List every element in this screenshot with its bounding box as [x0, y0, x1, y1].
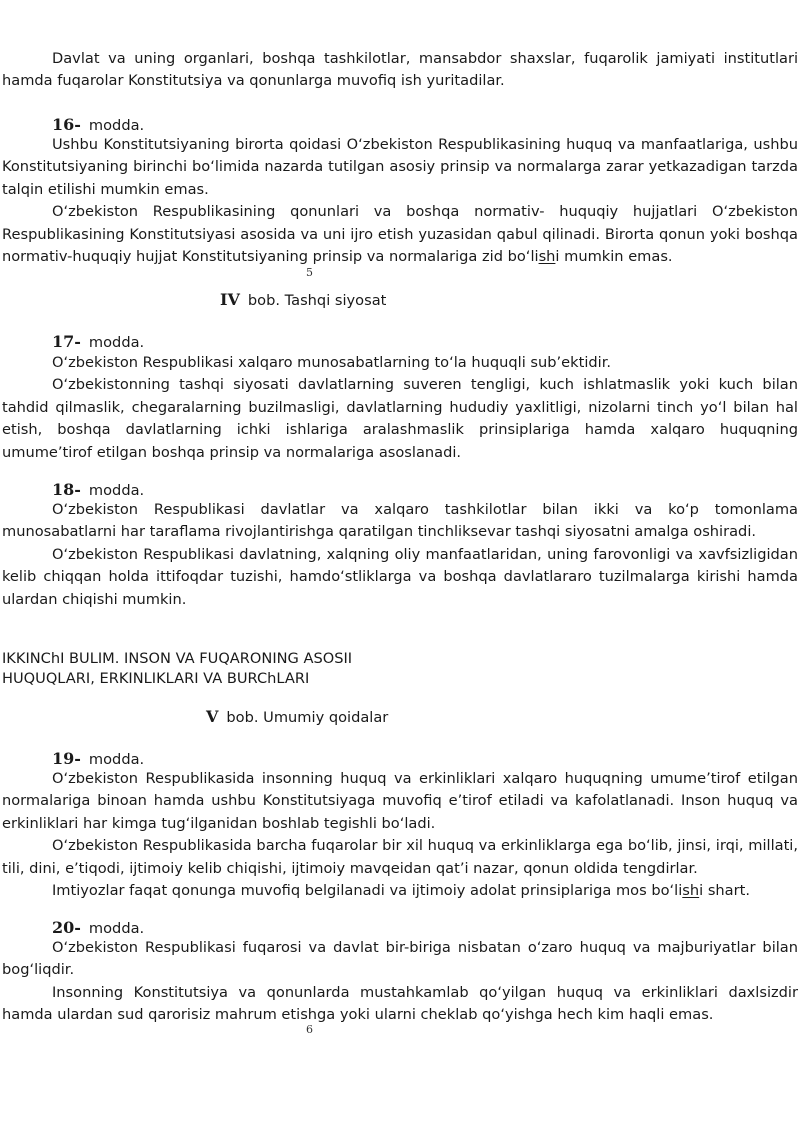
article-number: 16- — [52, 115, 81, 134]
article-number: 19- — [52, 749, 81, 768]
chapter-title: bob. Umumiy qoidalar — [226, 709, 389, 726]
article-20-paragraph-2: Insonning Konstitutsiya va qonunlarda mustahkamlab qo‘yilgan huquq va erkinliklari daxlsizdir hamda ulardan sud qarorisiz mahrum etishga yoki ularni cheklab qo‘yishga hech kim haqli emas. — [2, 983, 798, 1024]
article-label: modda. — [88, 334, 145, 351]
article-label: modda. — [88, 920, 145, 937]
chapter-roman-numeral: V — [206, 707, 219, 726]
part-2-title-line-1: IKKINChI BULIM. INSON VA FUQARONING ASOSII — [2, 650, 353, 667]
article-18-paragraph-1: O‘zbekiston Respublikasi davlatlar va xalqaro tashkilotlar bilan ikki va ko‘p tomonlama munosabatlarni har taraflama rivojlantirishga qaratilgan tinchliksevar tashqi siyosatni amalga oshiradi. — [2, 501, 798, 541]
article-19-body — [2, 768, 798, 902]
page-number: 6 — [306, 1023, 313, 1036]
article-16-paragraph-1: Ushbu Konstitutsiyaning birorta qoidasi O‘zbekiston Respublikasining huquq va manfaatlariga, ushbu Konstitutsiyaning birinchi bo‘limida nazarda tutilgan asosiy prinsip va normalarga zarar yetkazadigan tarzda talqin etilishi mumkin emas. — [2, 136, 798, 198]
article-18-paragraph-2: O‘zbekiston Respublikasi davlatning, xalqning oliy manfaatlaridan, uning farovonligi va xavfsizligidan kelib chiqqan holda ittifoqdar tuzishi, hamdo‘stliklarga va boshqa davlatlararo tuzilmalarga kirishi hamda ulardan chiqishi mumkin. — [2, 545, 798, 608]
chapter-roman-numeral: IV — [220, 290, 240, 309]
underlined-text: sh — [538, 248, 556, 266]
article-19-paragraph-1: O‘zbekiston Respublikasida insonning huquq va erkinliklari xalqaro huquqning umume’tirof etilgan normalariga binoan hamda ushbu Konstitutsiyaga muvofiq e’tirof etiladi va kafolatlanadi. Inson huquq va erkinliklari har kimga tug‘ilganidan boshlab tegishli bo‘ladi. — [2, 770, 798, 832]
intro-section — [2, 48, 798, 93]
article-17-heading — [52, 331, 144, 354]
page-number: 5 — [306, 266, 313, 279]
article-number: 17- — [52, 332, 81, 351]
article-16-paragraph-2: O‘zbekiston Respublikasining qonunlari va boshqa normativ- huquqiy hujjatlari O‘zbekiston Respublikasining Konstitutsiyasi asosida va uni ijro etish yuzasidan qabul qilinadi. Birorta qonun yoki boshqa normativ-huquqiy hujjat Konstitutsiyaning prinsip va normalariga zid bo‘lishi mumkin emas. — [2, 203, 798, 266]
chapter-5-heading — [206, 706, 388, 729]
article-number: 20- — [52, 918, 81, 937]
article-label: modda. — [88, 751, 145, 768]
article-19-paragraph-3: Imtiyozlar faqat qonunga muvofiq belgilanadi va ijtimoiy adolat prinsiplariga mos bo‘lishi shart. — [52, 882, 750, 900]
chapter-title: bob. Tashqi siyosat — [247, 292, 387, 309]
article-18-body — [2, 499, 798, 611]
article-17-paragraph-1: O‘zbekiston Respublikasi xalqaro munosabatlarning to‘la huquqli sub’ektidir. — [52, 354, 611, 371]
article-17-body — [2, 352, 798, 464]
chapter-4-heading — [220, 289, 386, 312]
part-2-title-line-2: HUQUQLARI, ERKINLIKLARI VA BURChLARI — [2, 670, 310, 687]
underlined-text: sh — [682, 882, 700, 900]
article-16-body — [2, 134, 798, 268]
article-17-paragraph-2: O‘zbekistonning tashqi siyosati davlatlarning suveren tengligi, kuch ishlatmaslik yoki kuch bilan tahdid qilmaslik, chegaralarning buzilmasligi, davlatlarning hududiy yaxlitligi, nizolarni tinch yo‘l bilan hal etish, boshqa davlatlarning ichki ishlariga aralashmaslik prinsiplariga hamda xalqaro huquqning umume’tirof etilgan boshqa prinsip va normalariga asoslanadi. — [2, 376, 798, 461]
article-20-body — [2, 937, 798, 1027]
article-label: modda. — [88, 482, 145, 499]
article-number: 18- — [52, 480, 81, 499]
article-label: modda. — [88, 117, 145, 134]
intro-paragraph: Davlat va uning organlari, boshqa tashkilotlar, mansabdor shaxslar, fuqarolik jamiyati institutlari hamda fuqarolar Konstitutsiya va qonunlarga muvofiq ish yuritadilar. — [2, 50, 798, 90]
article-19-paragraph-2: O‘zbekiston Respublikasida barcha fuqarolar bir xil huquq va erkinliklarga ega bo‘lib, jinsi, irqi, millati, tili, dini, e’tiqodi, ijtimoiy kelib chiqishi, ijtimoiy mavqeidan qat’i nazar, qonun oldida tengdirlar. — [2, 837, 798, 877]
article-20-paragraph-1: O‘zbekiston Respublikasi fuqarosi va davlat bir-biriga nisbatan o‘zaro huquq va majburiyatlar bilan bog‘liqdir. — [2, 939, 798, 979]
